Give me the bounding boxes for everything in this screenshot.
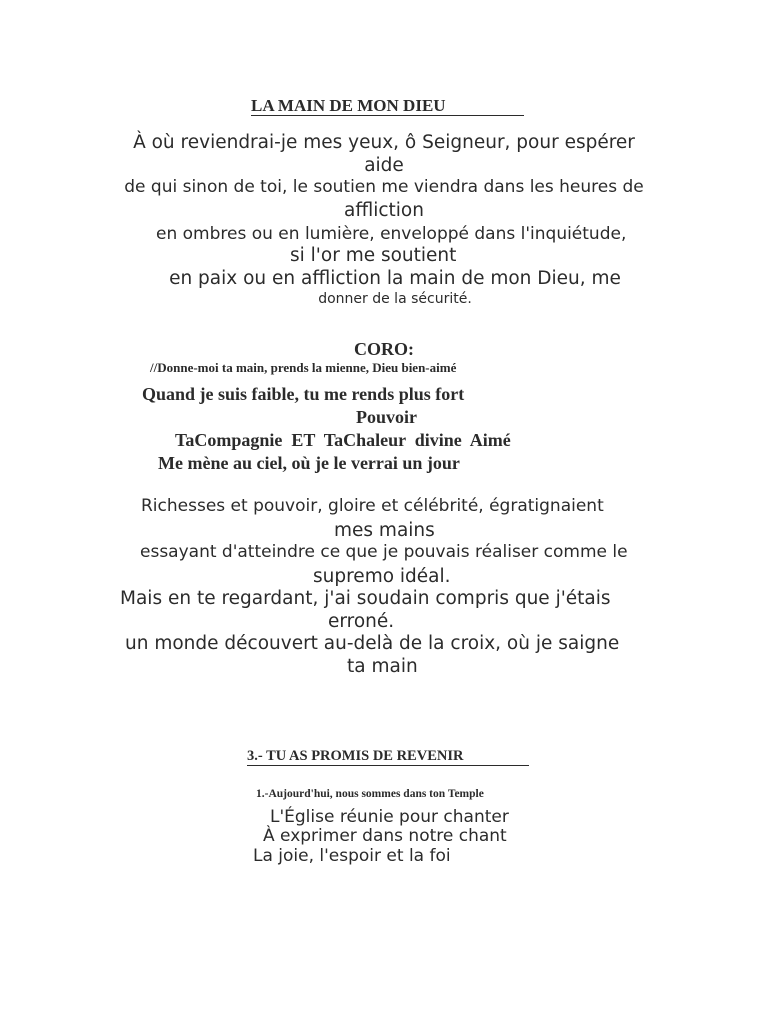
chorus-line: TaCompagnie ET TaChaleur divine Aimé [175, 430, 511, 450]
chorus-heading: CORO: [354, 339, 414, 359]
chorus-line: Me mène au ciel, où je le verrai un jour [158, 453, 460, 473]
song-title: LA MAIN DE MON DIEU [251, 97, 524, 116]
verse-line: en paix ou en affliction la main de mon Dieu, me [169, 268, 621, 289]
verse-line: L'Église réunie pour chanter [270, 807, 509, 827]
verse-heading: 1.-Aujourd'hui, nous sommes dans ton Temple [256, 788, 484, 800]
chorus-line: Quand je suis faible, tu me rends plus fort [142, 384, 465, 404]
chorus-line: //Donne-moi ta main, prends la mienne, Dieu bien-aimé [150, 360, 457, 375]
verse-line: un monde découvert au-delà de la croix, où je saigne [125, 633, 620, 654]
verse-line: en ombres ou en lumière, enveloppé dans l'inquiétude, [156, 224, 627, 244]
verse-line: mes mains [334, 520, 435, 541]
chorus-line: Pouvoir [356, 407, 417, 427]
verse-line: supremo idéal. [313, 566, 451, 587]
verse-line: si l'or me soutient [290, 245, 457, 266]
verse-line: essayant d'atteindre ce que je pouvais réaliser comme le [140, 542, 628, 562]
song-title: 3.- TU AS PROMIS DE REVENIR [247, 749, 529, 766]
verse-line: La joie, l'espoir et la foi [253, 846, 451, 866]
verse-line: Richesses et pouvoir, gloire et célébrité, égratignaient [141, 496, 604, 516]
verse-line: Mais en te regardant, j'ai soudain compris que j'étais [120, 588, 611, 609]
verse-line: À exprimer dans notre chant [263, 826, 507, 846]
verse-line: erroné. [328, 611, 395, 632]
verse-line: ta main [347, 656, 418, 677]
verse-line: donner de la sécurité. [318, 291, 472, 307]
verse-line: affliction [344, 200, 424, 221]
verse-line: aide [364, 155, 404, 176]
verse-line: de qui sinon de toi, le soutien me viendra dans les heures de [124, 177, 644, 197]
verse-line: À où reviendrai-je mes yeux, ô Seigneur, pour espérer [133, 132, 635, 153]
